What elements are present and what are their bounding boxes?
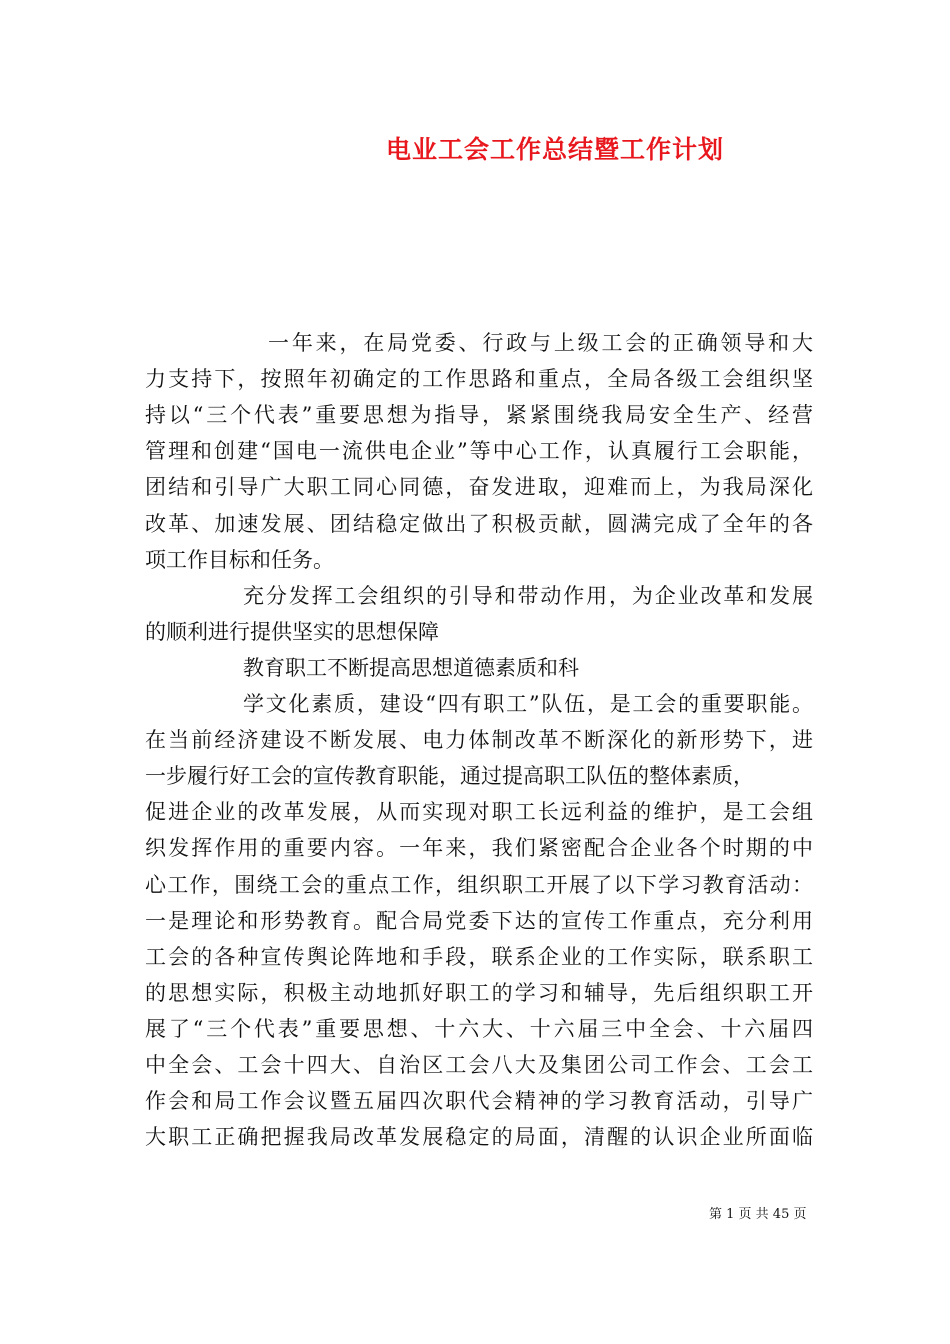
- body-text-line: 充分发挥工会组织的引导和带动作用，为企业改革和发展: [243, 583, 813, 608]
- body-text-line: 在当前经济建设不断发展、电力体制改革不断深化的新形势下，进: [145, 728, 813, 753]
- page-number-footer: 第 1 页 共 45 页: [709, 1207, 807, 1222]
- body-text-line: 工会的各种宣传舆论阵地和手段，联系企业的工作实际，联系职工: [145, 944, 813, 969]
- body-text-line: 力支持下，按照年初确定的工作思路和重点，全局各级工会组织坚: [145, 367, 813, 392]
- body-text-line: 管理和创建“国电一流供电企业”等中心工作，认真履行工会职能，: [145, 439, 813, 464]
- body-text-line: 项工作目标和任务。: [145, 547, 334, 572]
- body-text-line: 持以“三个代表”重要思想为指导，紧紧围绕我局安全生产、经营: [145, 403, 813, 428]
- body-text-line: 一步履行好工会的宣传教育职能，通过提高职工队伍的整体素质，: [145, 764, 754, 789]
- body-text-line: 促进企业的改革发展，从而实现对职工长远利益的维护，是工会组: [145, 800, 813, 825]
- body-text-line: 大职工正确把握我局改革发展稳定的局面，清醒的认识企业所面临: [145, 1125, 813, 1150]
- body-text-line: 教育职工不断提高思想道德素质和科: [243, 655, 579, 680]
- body-text-line: 中全会、工会十四大、自治区工会八大及集团公司工作会、工会工: [145, 1053, 813, 1077]
- body-text-line: 一年来，在局党委、行政与上级工会的正确领导和大: [268, 331, 813, 355]
- body-text-line: 织发挥作用的重要内容。一年来，我们紧密配合企业各个时期的中: [145, 836, 813, 861]
- body-text-line: 展了“三个代表”重要思想、十六大、十六届三中全会、十六届四: [145, 1016, 813, 1041]
- body-text-line: 作会和局工作会议暨五届四次职代会精神的学习教育活动，引导广: [145, 1089, 813, 1114]
- body-text-line: 团结和引导广大职工同心同德，奋发进取，迎难而上，为我局深化: [145, 475, 813, 500]
- body-text-line: 一是理论和形势教育。配合局党委下达的宣传工作重点，充分利用: [145, 908, 813, 933]
- body-text-line: 学文化素质，建设“四有职工”队伍，是工会的重要职能。: [243, 692, 813, 716]
- body-text-line: 的思想实际，积极主动地抓好职工的学习和辅导，先后组织职工开: [145, 980, 813, 1005]
- body-text-line: 改革、加速发展、团结稳定做出了积极贡献，圆满完成了全年的各: [145, 511, 813, 536]
- document-title: 电业工会工作总结暨工作计划: [385, 135, 724, 164]
- body-text-line: 的顺利进行提供坚实的思想保障: [145, 619, 439, 644]
- body-text-line: 心工作，围绕工会的重点工作，组织职工开展了以下学习教育活动：: [145, 872, 813, 897]
